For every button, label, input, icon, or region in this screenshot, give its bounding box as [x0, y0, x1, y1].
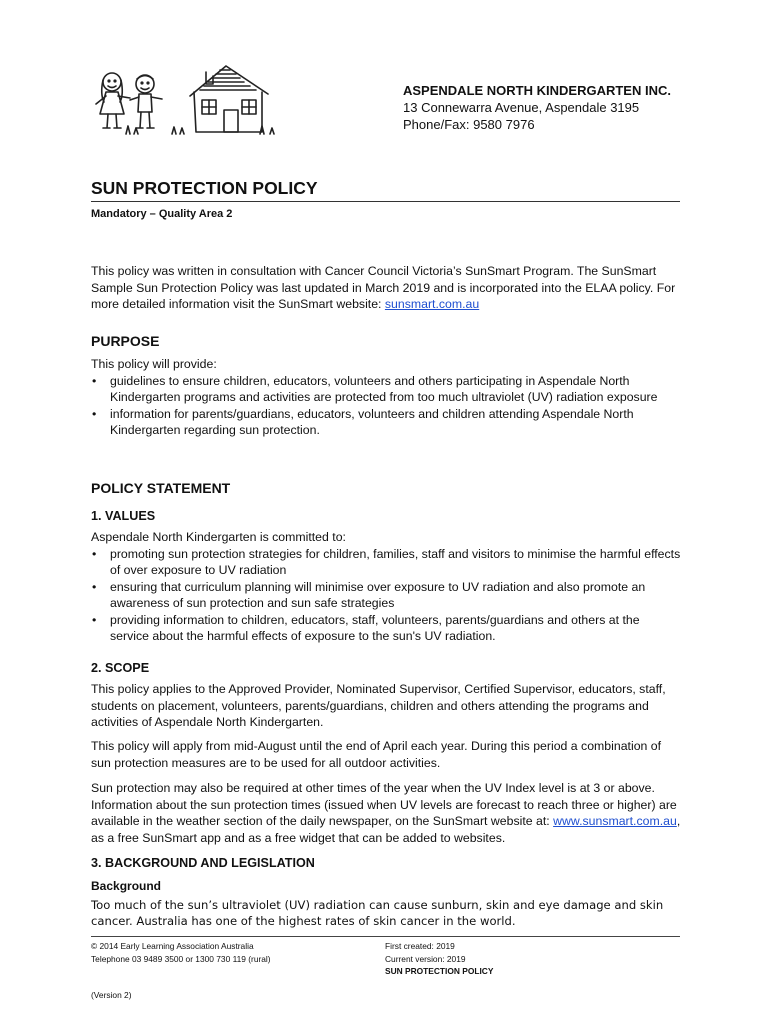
organisation-phone: Phone/Fax: 9580 7976: [403, 117, 535, 132]
intro-text: This policy was written in consultation with Cancer Council Victoria’s SunSmart Program. The SunSmart Sample Sun Protection Policy was last updated in March 2019 and is incorporated into the ELAA policy. For more detailed information visit the SunSmart website:: [91, 264, 676, 311]
values-heading: 1. VALUES: [91, 509, 156, 523]
organisation-details: [403, 82, 671, 133]
footer-first-created: First created: 2019: [385, 941, 455, 951]
values-lead: Aspendale North Kindergarten is committed to:: [91, 530, 346, 544]
list-item: • promoting sun protection strategies for children, families, staff and visitors to minimise the harmful effects of over exposure to UV radiation: [91, 546, 681, 579]
background-label: Background: [91, 879, 162, 893]
sunsmart-website-link[interactable]: www.sunsmart.com.au: [553, 814, 677, 828]
footer-divider: [91, 936, 680, 937]
policy-title: SUN PROTECTION POLICY: [91, 178, 680, 202]
scope-paragraph-3-tail: , as a free SunSmart app and as a free widget that can be added to websites.: [91, 814, 681, 845]
background-legislation-heading: 3. BACKGROUND AND LEGISLATION: [91, 856, 315, 870]
quality-area-label: Mandatory – Quality Area 2: [91, 208, 233, 220]
scope-paragraph-3-text: Sun protection may also be required at other times of the year when the UV Index level is at 3 or above. Information about the sun protection times (issued when UV levels are forecast to reach three or higher) are available in the weather section of the daily newspaper, on the SunSmart website at:: [91, 781, 677, 828]
purpose-heading: PURPOSE: [91, 333, 160, 349]
purpose-lead: This policy will provide:: [91, 357, 217, 371]
footer-version: (Version 2): [91, 990, 132, 1000]
intro-paragraph: [91, 263, 681, 313]
footer-copyright: © 2014 Early Learning Association Australia: [91, 941, 254, 951]
list-item: • ensuring that curriculum planning will minimise over exposure to UV radiation and also promote an awareness of sun protection and sun safe strategies: [91, 579, 681, 612]
organisation-address: 13 Connewarra Avenue, Aspendale 3195: [403, 100, 640, 115]
purpose-section: [91, 356, 681, 439]
policy-statement-heading: POLICY STATEMENT: [91, 480, 231, 496]
scope-paragraph-1: This policy applies to the Approved Provider, Nominated Supervisor, Certified Supervisor, educators, staff, students on placement, volunteers, parents/guardians, children and others attending the programs and activities of Aspendale North Kindergarten.: [91, 682, 666, 729]
list-item: • guidelines to ensure children, educators, volunteers and others participating in Aspendale North Kindergarten programs and activities are protected from too much ultraviolet (UV) radiation exposure: [91, 373, 681, 406]
scope-paragraph-3: [91, 780, 681, 846]
scope-heading: 2. SCOPE: [91, 661, 150, 675]
footer-right: [385, 940, 493, 978]
list-item: • information for parents/guardians, educators, volunteers and children attending Aspendale North Kindergarten regarding sun protection.: [91, 406, 681, 439]
background-text: Too much of the sun’s ultraviolet (UV) radiation can cause sunburn, skin and eye damage and skin cancer. Australia has one of the highest rates of skin cancer in the world.: [91, 898, 664, 928]
organisation-name: ASPENDALE NORTH KINDERGARTEN INC.: [403, 83, 671, 98]
sunsmart-link[interactable]: sunsmart.com.au: [384, 297, 480, 311]
footer-current-version: Current version: 2019: [385, 953, 466, 964]
values-section: [91, 529, 681, 645]
kindergarten-logo-drawing: [90, 62, 300, 144]
footer-policy-name: SUN PROTECTION POLICY: [385, 966, 494, 976]
list-item: • providing information to children, educators, staff, volunteers, parents/guardians and others at the service about the harmful effects of exposure to the sun's UV radiation.: [91, 612, 681, 645]
footer-left: [91, 940, 271, 965]
scope-paragraph-2: This policy will apply from mid-August until the end of April each year. During this period a combination of sun protection measures are to be used for all outdoor activities.: [91, 739, 662, 770]
footer-telephone: Telephone 03 9489 3500 or 1300 730 119 (rural): [91, 953, 271, 964]
